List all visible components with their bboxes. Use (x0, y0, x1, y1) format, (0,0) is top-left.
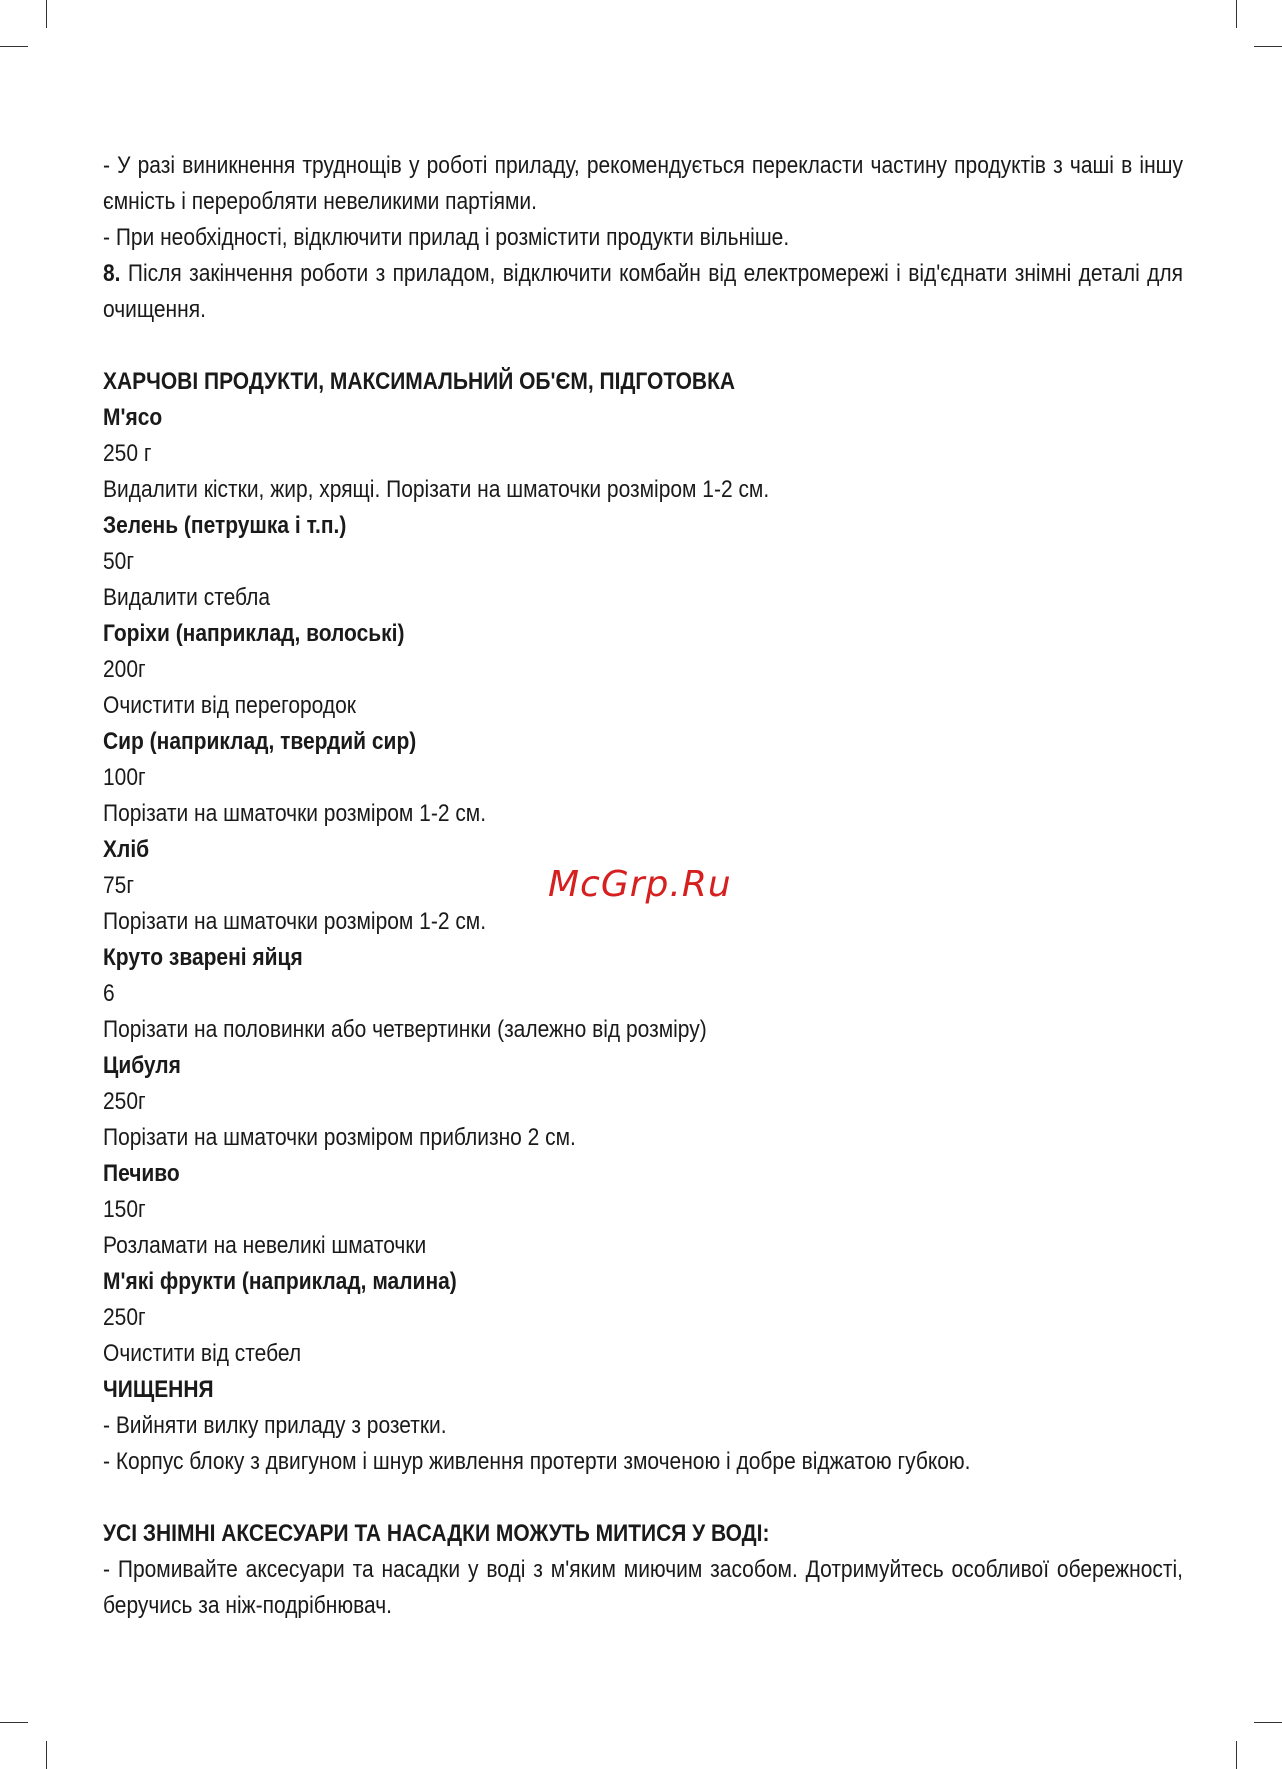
food-item (103, 508, 1183, 616)
food-amount: 75г (103, 872, 134, 899)
cleaning-line-2: - Корпус блоку з двигуном і шнур живлення протерти змоченою і добре віджатою губкою. (103, 1448, 971, 1475)
food-item (103, 1048, 1183, 1156)
step-text: Після закінчення роботи з приладом, відключити комбайн від електромережі і від'єднати знімні деталі для очищення. (103, 260, 1183, 323)
crop-mark-top-right (1236, 0, 1237, 28)
intro-paragraph-2: - При необхідності, відключити прилад і розмістити продукти вільніше. (103, 224, 790, 251)
food-prep: Порізати на шматочки розміром 1-2 см. (103, 800, 487, 827)
food-name: Сир (наприклад, твердий сир) (103, 728, 417, 755)
food-name: Круто зварені яйця (103, 944, 303, 971)
crop-mark-left-top (0, 46, 28, 47)
intro-section (103, 148, 1183, 328)
washable-heading: УСІ ЗНІМНІ АКСЕСУАРИ ТА НАСАДКИ МОЖУТЬ МИТИСЯ У ВОДІ: (103, 1520, 770, 1547)
spacer (103, 328, 1183, 364)
food-amount: 250г (103, 1088, 146, 1115)
food-name: Горіхи (наприклад, волоські) (103, 620, 405, 647)
food-item (103, 616, 1183, 724)
crop-mark-right-bottom (1254, 1722, 1282, 1723)
food-name: Зелень (петрушка і т.п.) (103, 512, 347, 539)
food-prep: Видалити кістки, жир, хрящі. Порізати на шматочки розміром 1-2 см. (103, 476, 770, 503)
food-amount: 200г (103, 656, 146, 683)
foods-heading: ХАРЧОВІ ПРОДУКТИ, МАКСИМАЛЬНИЙ ОБ'ЄМ, ПІДГОТОВКА (103, 368, 736, 395)
food-amount: 50г (103, 548, 134, 575)
food-item (103, 1264, 1183, 1372)
food-amount: 150г (103, 1196, 146, 1223)
crop-mark-left-bottom (0, 1722, 28, 1723)
crop-mark-top-left (46, 0, 47, 28)
food-amount: 6 (103, 980, 115, 1007)
spacer (103, 1480, 1183, 1516)
food-prep: Очистити від стебел (103, 1340, 302, 1367)
food-item (103, 724, 1183, 832)
washable-paragraph: - Промивайте аксесуари та насадки у воді з м'яким миючим засобом. Дотримуйтесь особливої обережності, беручись за ніж-подрібнювач. (103, 1556, 1183, 1619)
crop-mark-bottom-right (1236, 1741, 1237, 1769)
food-prep: Очистити від перегородок (103, 692, 356, 719)
food-name: М'ясо (103, 404, 163, 431)
food-prep: Порізати на шматочки розміром приблизно 2 см. (103, 1124, 576, 1151)
step-number: 8. (103, 260, 121, 287)
food-prep: Розламати на невеликі шматочки (103, 1232, 427, 1259)
food-amount: 100г (103, 764, 146, 791)
crop-mark-bottom-left (46, 1741, 47, 1769)
washable-section (103, 1516, 1183, 1624)
crop-mark-right-top (1254, 46, 1282, 47)
food-prep: Порізати на шматочки розміром 1-2 см. (103, 908, 487, 935)
food-name: Печиво (103, 1160, 180, 1187)
food-prep: Порізати на половинки або четвертинки (залежно від розміру) (103, 1016, 707, 1043)
food-name: Хліб (103, 836, 150, 863)
cleaning-section (103, 1372, 1183, 1480)
intro-paragraph-1: - У разі виникнення труднощів у роботі приладу, рекомендується перекласти частину продуктів з чаші в іншу ємність і переробляти невеликими партіями. (103, 152, 1183, 215)
food-amount: 250 г (103, 440, 152, 467)
food-name: Цибуля (103, 1052, 181, 1079)
food-name: М'які фрукти (наприклад, малина) (103, 1268, 457, 1295)
cleaning-heading: ЧИЩЕННЯ (103, 1376, 214, 1403)
food-item (103, 940, 1183, 1048)
cleaning-line-1: - Вийняти вилку приладу з розетки. (103, 1412, 447, 1439)
food-item (103, 1156, 1183, 1264)
step-8-paragraph (103, 256, 1183, 328)
food-amount: 250г (103, 1304, 146, 1331)
food-prep: Видалити стебла (103, 584, 270, 611)
food-item (103, 400, 1183, 508)
watermark-text: McGrp.Ru (548, 864, 732, 905)
